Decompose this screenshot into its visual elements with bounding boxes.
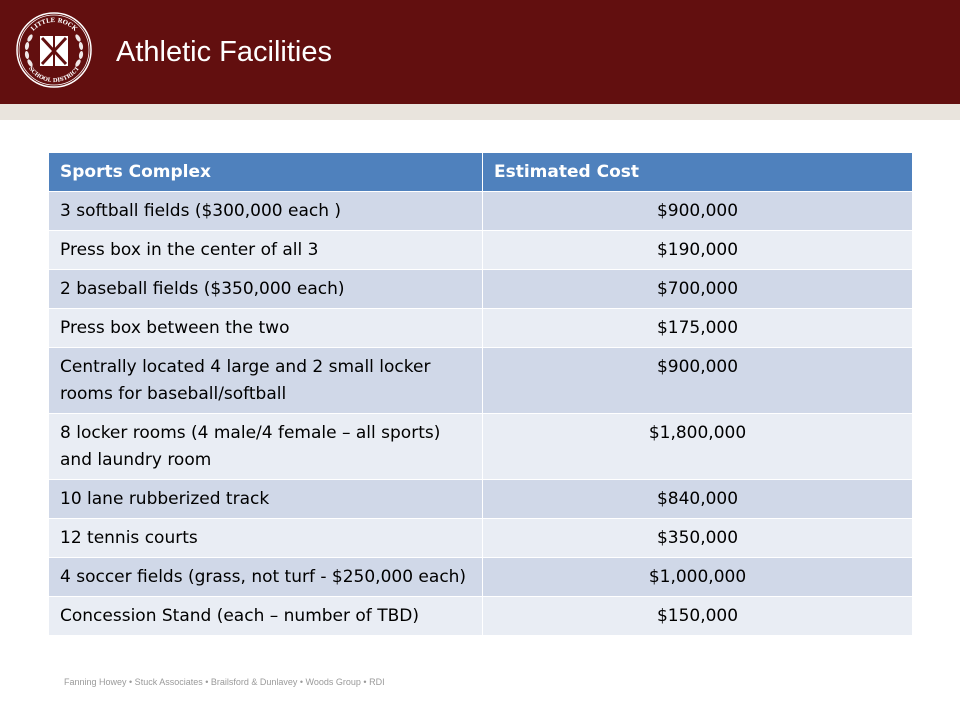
page-title: Athletic Facilities (116, 36, 332, 68)
item-cell: Centrally located 4 large and 2 small locker rooms for baseball/softball (49, 348, 483, 414)
table-row (49, 558, 913, 597)
header-bar (0, 0, 960, 104)
item-cell: 12 tennis courts (49, 519, 483, 558)
item-cell: 2 baseball fields ($350,000 each) (49, 270, 483, 309)
cost-cell: $150,000 (483, 597, 913, 636)
item-cell: 8 locker rooms (4 male/4 female – all sports) and laundry room (49, 414, 483, 480)
cost-table (48, 152, 913, 636)
cost-cell: $350,000 (483, 519, 913, 558)
item-cell: Concession Stand (each – number of TBD) (49, 597, 483, 636)
item-cell: Press box between the two (49, 309, 483, 348)
item-cell: 10 lane rubberized track (49, 480, 483, 519)
table-row (49, 270, 913, 309)
item-cell: 3 softball fields ($300,000 each ) (49, 192, 483, 231)
cost-cell: $900,000 (483, 348, 913, 414)
cost-cell: $1,800,000 (483, 414, 913, 480)
header-divider-band (0, 104, 960, 120)
cost-cell: $190,000 (483, 231, 913, 270)
table-row (49, 414, 913, 480)
column-header-sports-complex: Sports Complex (49, 153, 483, 192)
table-row (49, 519, 913, 558)
cost-cell: $840,000 (483, 480, 913, 519)
footer-firms: Fanning Howey • Stuck Associates • Brailsford & Dunlavey • Woods Group • RDI (64, 677, 385, 687)
school-district-logo (14, 10, 94, 90)
cost-cell: $175,000 (483, 309, 913, 348)
table-row (49, 480, 913, 519)
table-header-row (49, 153, 913, 192)
item-cell: Press box in the center of all 3 (49, 231, 483, 270)
cost-cell: $700,000 (483, 270, 913, 309)
table-row (49, 348, 913, 414)
table-row (49, 597, 913, 636)
item-cell: 4 soccer fields (grass, not turf - $250,000 each) (49, 558, 483, 597)
svg-text:SCHOOL DISTRICT: SCHOOL DISTRICT (27, 65, 81, 85)
table-row (49, 231, 913, 270)
column-header-estimated-cost: Estimated Cost (483, 153, 913, 192)
table-row (49, 192, 913, 231)
cost-cell: $900,000 (483, 192, 913, 231)
table-row (49, 309, 913, 348)
cost-cell: $1,000,000 (483, 558, 913, 597)
svg-text:LITTLE ROCK: LITTLE ROCK (29, 16, 79, 33)
